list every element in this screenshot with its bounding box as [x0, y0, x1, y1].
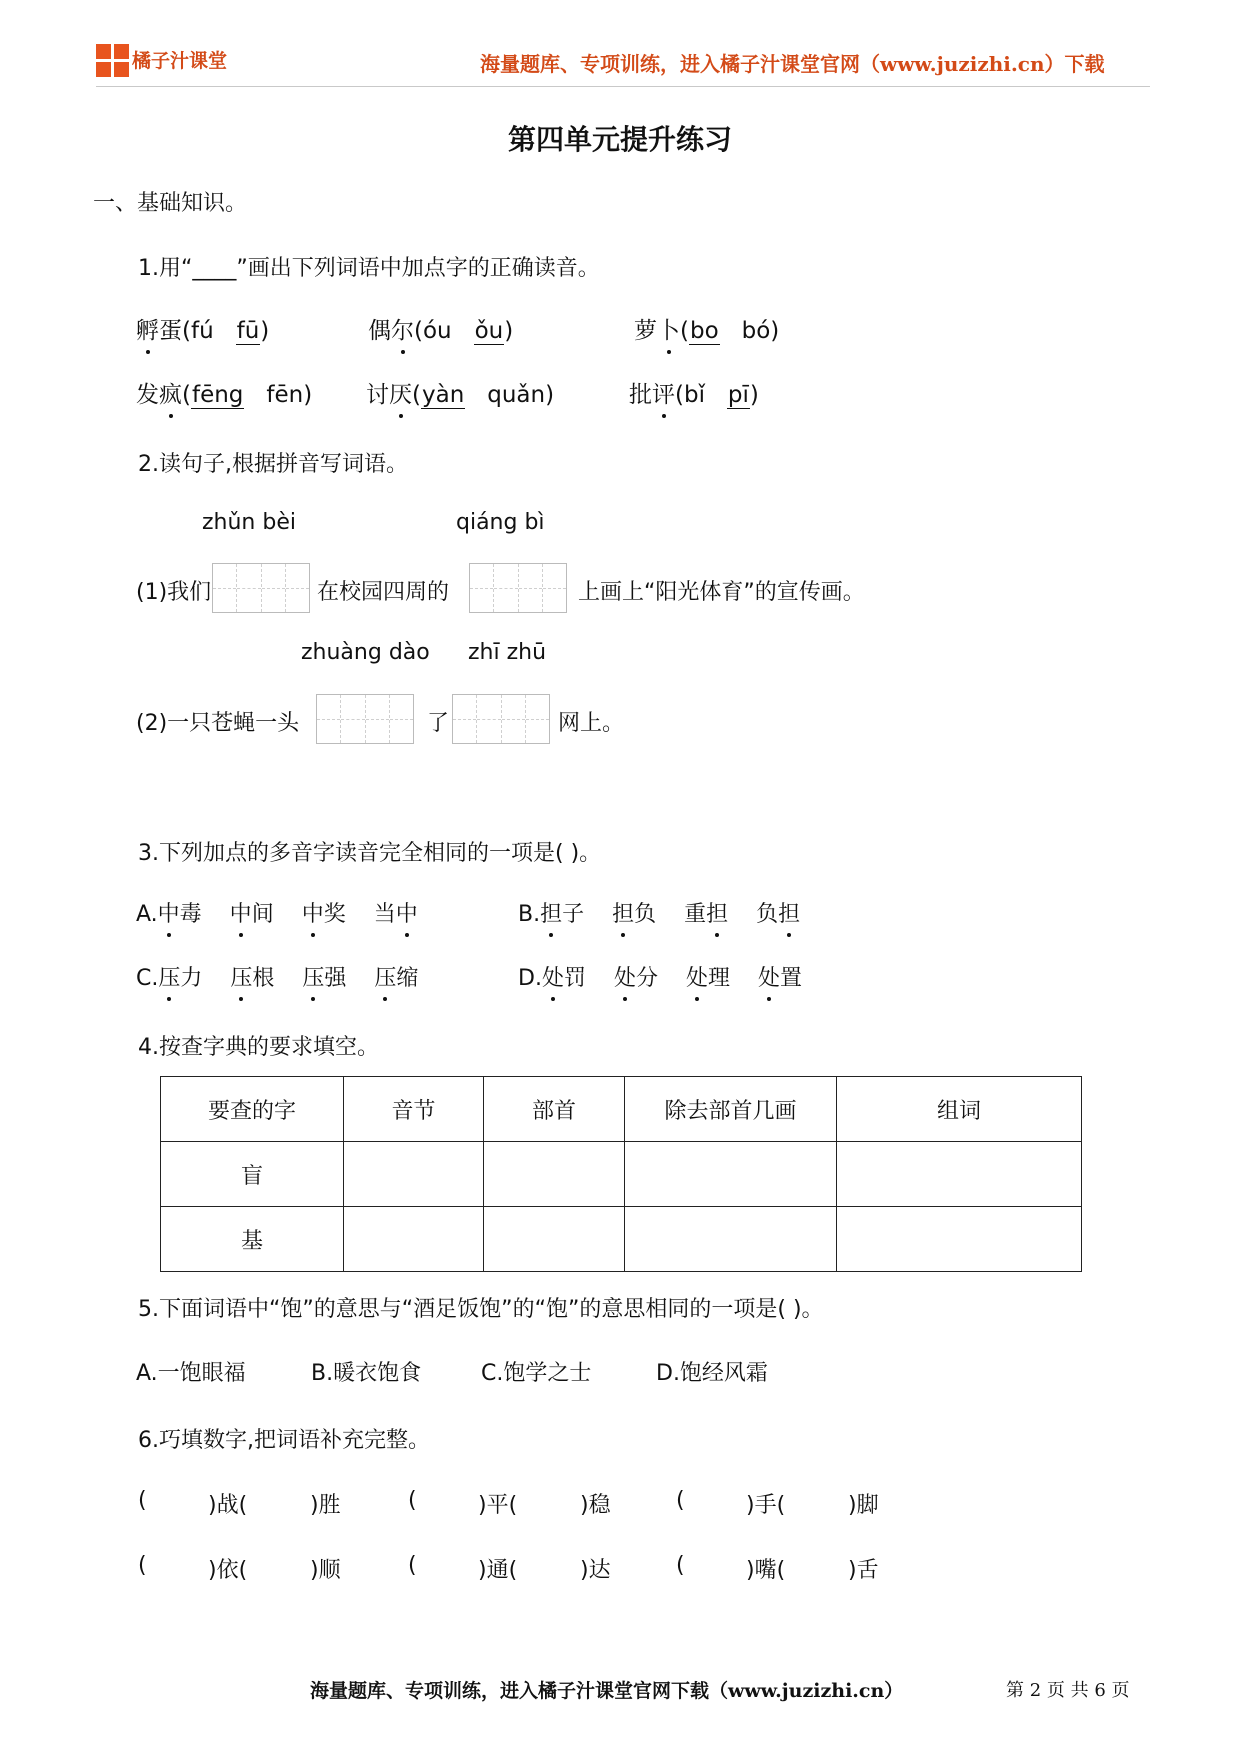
q1-item-4: 发疯(fēng fēn): [136, 376, 312, 409]
q6-text: )平(: [478, 1493, 518, 1518]
q3-prompt: 3.下列加点的多音字读音完全相同的一项是( )。: [138, 841, 602, 866]
q5-option: D.饱经风霜: [656, 1361, 768, 1386]
q6-paren: (: [408, 1488, 417, 1513]
table-cell-blank[interactable]: [625, 1207, 837, 1272]
q6-paren: (: [676, 1488, 685, 1513]
q3-option-b: B.担子 担负 重担 负担: [518, 897, 800, 928]
q6-text: )通(: [478, 1558, 518, 1583]
table-cell-blank[interactable]: [484, 1142, 625, 1207]
q5-option: A.一饱眼福: [136, 1361, 246, 1386]
q6-paren: (: [138, 1553, 147, 1578]
table-cell-blank[interactable]: [344, 1207, 484, 1272]
q1-item-1: 孵蛋(fú fū): [136, 312, 269, 345]
answer-grid[interactable]: [316, 694, 414, 744]
q5-prompt: 5.下面词语中“饱”的意思与“酒足饭饱”的“饱”的意思相同的一项是( )。: [138, 1297, 824, 1322]
q1-item-3: 萝卜(bo bó): [634, 312, 779, 345]
brand-logo-icon: [96, 44, 130, 78]
header-divider: [96, 86, 1150, 87]
q6-text: )依(: [208, 1558, 248, 1583]
q3-option-d: D.处罚 处分 处理 处置: [518, 961, 802, 992]
q6-text: )稳: [580, 1493, 611, 1518]
page-title: 第四单元提升练习: [507, 123, 732, 156]
q1-item-5: 讨厌(yàn quǎn): [366, 376, 554, 409]
q6-text: )脚: [848, 1493, 879, 1518]
q6-prompt: 6.巧填数字,把词语补充完整。: [138, 1428, 430, 1453]
q6-paren: (: [676, 1553, 685, 1578]
q3-option-c: C.压力 压根 压强 压缩: [136, 961, 418, 992]
q6-paren: (: [138, 1488, 147, 1513]
table-cell-blank[interactable]: [837, 1142, 1082, 1207]
q4-prompt: 4.按查字典的要求填空。: [138, 1035, 379, 1060]
q6-text: )达: [580, 1558, 611, 1583]
q6-text: )嘴(: [746, 1558, 786, 1583]
q1-item-2: 偶尔(óu ǒu): [368, 312, 513, 345]
brand-name: 橘子汁课堂: [132, 50, 228, 72]
q3-option-a: A.中毒 中间 中奖 当中: [136, 897, 418, 928]
q1-item-6: 批评(bǐ pī): [629, 376, 759, 409]
q2-pinyin: qiáng bì: [456, 510, 545, 535]
table-row: [161, 1207, 1082, 1272]
q5-option: B.暖衣饱食: [311, 1361, 422, 1386]
q5-option: C.饱学之士: [481, 1361, 592, 1386]
answer-grid[interactable]: [452, 694, 550, 744]
table-header-cell: 音节: [344, 1077, 484, 1142]
q6-text: )胜: [310, 1493, 341, 1518]
page-number: 第 2 页 共 6 页: [1006, 1680, 1130, 1701]
answer-grid[interactable]: [469, 563, 567, 613]
q2-sentence-text: 网上。: [558, 711, 625, 736]
q2-sentence-text: 在校园四周的: [317, 580, 450, 605]
table-cell-blank[interactable]: [344, 1142, 484, 1207]
table-header-cell: 要查的字: [161, 1077, 344, 1142]
footer-slogan[interactable]: 海量题库、专项训练，进入橘子汁课堂官网下载（www.juzizhi.cn）: [310, 1680, 904, 1702]
table-row: [161, 1142, 1082, 1207]
table-header-cell: 组词: [837, 1077, 1082, 1142]
q2-sentence-text: (1)我们: [136, 580, 212, 605]
table-header-row: [161, 1077, 1082, 1142]
q2-sentence-text: 了: [427, 711, 450, 736]
q1-prompt: 1.用“____”画出下列词语中加点字的正确读音。: [138, 256, 600, 281]
table-cell-char: 基: [161, 1207, 344, 1272]
table-cell-blank[interactable]: [625, 1142, 837, 1207]
table-cell-char: 盲: [161, 1142, 344, 1207]
q6-text: )舌: [848, 1558, 879, 1583]
q2-sentence-text: (2)一只苍蝇一头: [136, 711, 300, 736]
q6-paren: (: [408, 1553, 417, 1578]
q2-pinyin: zhuàng dào: [301, 640, 430, 665]
answer-grid[interactable]: [212, 563, 310, 613]
q2-pinyin: zhǔn bèi: [202, 510, 296, 535]
q6-text: )顺: [310, 1558, 341, 1583]
q6-text: )手(: [746, 1493, 786, 1518]
q2-pinyin: zhī zhū: [468, 640, 547, 665]
q2-prompt: 2.读句子,根据拼音写词语。: [138, 452, 408, 477]
table-header-cell: 除去部首几画: [625, 1077, 837, 1142]
table-cell-blank[interactable]: [484, 1207, 625, 1272]
header-slogan[interactable]: 海量题库、专项训练，进入橘子汁课堂官网（www.juzizhi.cn）下载: [480, 52, 1105, 76]
section-heading: 一、基础知识。: [93, 191, 248, 216]
dictionary-table: [160, 1076, 1082, 1272]
table-cell-blank[interactable]: [837, 1207, 1082, 1272]
table-header-cell: 部首: [484, 1077, 625, 1142]
q2-sentence-text: 上画上“阳光体育”的宣传画。: [578, 580, 865, 605]
q6-text: )战(: [208, 1493, 248, 1518]
